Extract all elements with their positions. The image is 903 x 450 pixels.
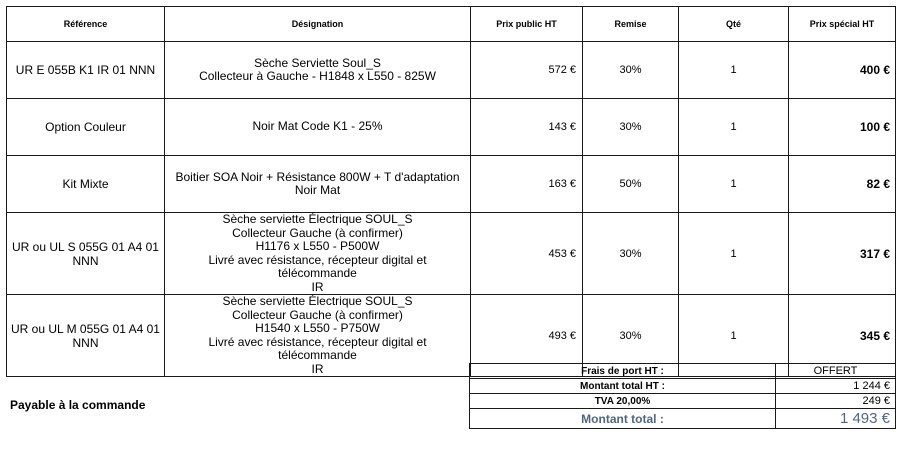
cell-prix-special: 100 € — [789, 99, 896, 156]
grand-total-value: 1 493 € — [776, 409, 896, 429]
header-row — [7, 7, 896, 42]
header-qte: Qté — [679, 7, 789, 42]
totals-row-frais — [470, 364, 896, 379]
cell-qte: 1 — [679, 156, 789, 213]
cell-qte: 1 — [679, 99, 789, 156]
cell-designation-line: Noir Mat Code K1 - 25% — [252, 119, 383, 134]
cell-designation — [165, 295, 471, 377]
cell-reference — [7, 99, 165, 156]
cell-prix-public: 493 € — [471, 295, 583, 377]
cell-designation-line: Boitier SOA Noir + Résistance 800W + T d'adaptation — [175, 169, 460, 184]
total-ht-label: Montant total HT : — [470, 379, 776, 394]
cell-designation-line: H1176 x L550 - P500W — [255, 239, 380, 253]
cell-designation-line: IR — [311, 279, 324, 294]
cell-reference-line: NNN — [72, 335, 99, 350]
totals-row-grand — [470, 409, 896, 429]
totals-row-tva — [470, 394, 896, 409]
cell-designation — [165, 42, 471, 99]
cell-reference-line: UR ou UL M 055G 01 A4 01 — [11, 321, 160, 336]
cell-remise: 30% — [583, 295, 679, 377]
tva-label: TVA 20,00% — [470, 394, 776, 409]
header-reference: Référence — [7, 7, 165, 42]
cell-prix-public: 163 € — [471, 156, 583, 213]
cell-designation-line: Livré avec résistance, récepteur digital et télécommande — [208, 252, 427, 280]
header-remise: Remise — [583, 7, 679, 42]
header-prix-special: Prix spécial HT — [789, 7, 896, 42]
cell-designation-line: Collecteur à Gauche - H1848 x L550 - 825W — [199, 69, 436, 83]
cell-prix-special: 317 € — [789, 213, 896, 295]
cell-reference-line: Option Couleur — [45, 120, 126, 134]
cell-prix-public: 143 € — [471, 99, 583, 156]
cell-reference-line: UR E 055B K1 IR 01 NNN — [15, 63, 156, 77]
totals-row-ht — [470, 379, 896, 394]
cell-reference — [7, 156, 165, 213]
cell-designation-line: Sèche serviette Électrique SOUL_S — [222, 294, 413, 308]
cell-prix-special: 82 € — [789, 156, 896, 213]
grand-total-label: Montant total : — [470, 409, 776, 429]
cell-designation-line: Collecteur Gauche (à confirmer) — [232, 307, 403, 322]
cell-designation — [165, 99, 471, 156]
cell-designation — [165, 213, 471, 295]
cell-qte: 1 — [679, 42, 789, 99]
cell-designation-line: Sèche serviette Électrique SOUL_S — [222, 212, 413, 226]
cell-reference — [7, 213, 165, 295]
frais-value: OFFERT — [776, 364, 896, 379]
cell-qte: 1 — [679, 295, 789, 377]
cell-prix-public: 572 € — [471, 42, 583, 99]
quote-table — [6, 6, 896, 377]
cell-prix-special: 345 € — [789, 295, 896, 377]
cell-designation-line: Collecteur Gauche (à confirmer) — [232, 225, 403, 240]
frais-label: Frais de port HT : — [470, 364, 776, 379]
cell-remise: 30% — [583, 213, 679, 295]
header-designation: Désignation — [165, 7, 471, 42]
payment-note: Payable à la commande — [10, 398, 146, 412]
totals-table — [469, 363, 896, 429]
table-row — [7, 156, 896, 213]
cell-remise: 30% — [583, 42, 679, 99]
cell-reference-line: UR ou UL S 055G 01 A4 01 — [12, 239, 159, 254]
table-row — [7, 213, 896, 295]
cell-designation-line: IR — [311, 361, 324, 376]
cell-reference — [7, 42, 165, 99]
cell-remise: 30% — [583, 99, 679, 156]
cell-reference-line: Kit Mixte — [62, 177, 109, 191]
cell-reference — [7, 295, 165, 377]
cell-remise: 50% — [583, 156, 679, 213]
total-ht-value: 1 244 € — [776, 379, 896, 394]
cell-qte: 1 — [679, 213, 789, 295]
cell-designation-line: H1540 x L550 - P750W — [255, 321, 380, 335]
table-row — [7, 42, 896, 99]
cell-designation-line: Sèche Serviette Soul_S — [254, 55, 381, 70]
cell-reference-line: NNN — [72, 253, 99, 268]
table-row — [7, 99, 896, 156]
cell-designation-line: Noir Mat — [294, 183, 341, 197]
cell-prix-special: 400 € — [789, 42, 896, 99]
header-prix-public: Prix public HT — [471, 7, 583, 42]
tva-value: 249 € — [776, 394, 896, 409]
cell-designation-line: Livré avec résistance, récepteur digital et télécommande — [208, 334, 427, 362]
cell-prix-public: 453 € — [471, 213, 583, 295]
cell-designation — [165, 156, 471, 213]
